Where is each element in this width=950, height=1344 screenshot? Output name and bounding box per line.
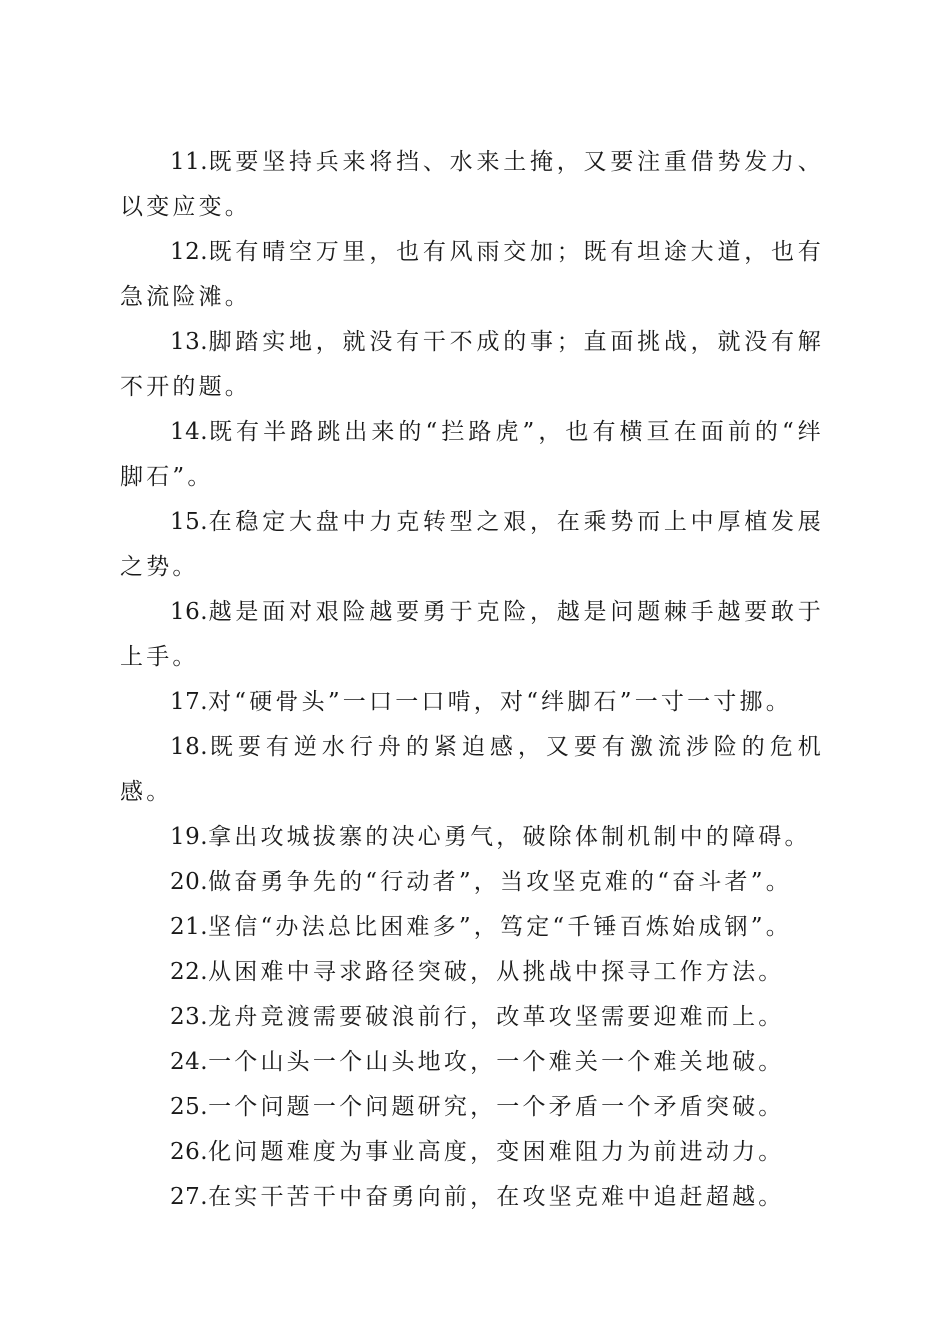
list-item bbox=[120, 950, 824, 995]
item-number: 20. bbox=[170, 869, 209, 895]
item-text: 对“硬骨头”一口一口啃，对“绊脚石”一寸一寸挪。 bbox=[208, 689, 792, 715]
list-item bbox=[120, 1040, 824, 1085]
item-number: 26. bbox=[170, 1139, 209, 1165]
item-text: 拿出攻城拔寨的决心勇气，破除体制机制中的障碍。 bbox=[208, 824, 811, 850]
numbered-list bbox=[120, 140, 824, 1220]
list-item bbox=[120, 590, 824, 680]
list-item bbox=[120, 1130, 824, 1175]
item-text: 在实干苦干中奋勇向前，在攻坚克难中追赶超越。 bbox=[208, 1184, 785, 1210]
list-item bbox=[120, 680, 824, 725]
item-text: 一个山头一个山头地攻，一个难关一个难关地破。 bbox=[208, 1049, 785, 1075]
item-number: 14. bbox=[170, 419, 209, 445]
list-item bbox=[120, 1085, 824, 1130]
item-text: 既要有逆水行舟的紧迫感，又要有激流涉险的危机感。 bbox=[120, 734, 824, 805]
item-text: 坚信“办法总比困难多”，笃定“千锤百炼始成钢”。 bbox=[208, 914, 792, 940]
item-number: 19. bbox=[170, 824, 209, 850]
list-item bbox=[120, 320, 824, 410]
item-text: 化问题难度为事业高度，变困难阻力为前进动力。 bbox=[208, 1139, 785, 1165]
item-text: 既有半路跳出来的“拦路虎”，也有横亘在面前的“绊脚石”。 bbox=[120, 419, 824, 490]
item-number: 18. bbox=[170, 734, 209, 760]
list-item bbox=[120, 725, 824, 815]
item-number: 15. bbox=[170, 509, 209, 535]
item-number: 16. bbox=[170, 599, 209, 625]
item-number: 25. bbox=[170, 1094, 209, 1120]
item-number: 27. bbox=[170, 1184, 209, 1210]
list-item bbox=[120, 905, 824, 950]
item-number: 23. bbox=[170, 1004, 209, 1030]
list-item bbox=[120, 230, 824, 320]
item-number: 12. bbox=[170, 239, 209, 265]
item-text: 一个问题一个问题研究，一个矛盾一个矛盾突破。 bbox=[208, 1094, 785, 1120]
item-text: 从困难中寻求路径突破，从挑战中探寻工作方法。 bbox=[208, 959, 785, 985]
list-item bbox=[120, 410, 824, 500]
item-number: 22. bbox=[170, 959, 209, 985]
item-text: 在稳定大盘中力克转型之艰，在乘势而上中厚植发展之势。 bbox=[120, 509, 824, 580]
item-text: 越是面对艰险越要勇于克险，越是问题棘手越要敢于上手。 bbox=[120, 599, 824, 670]
item-text: 做奋勇争先的“行动者”，当攻坚克难的“奋斗者”。 bbox=[208, 869, 792, 895]
list-item bbox=[120, 815, 824, 860]
list-item bbox=[120, 995, 824, 1040]
item-number: 13. bbox=[170, 329, 209, 355]
item-text: 龙舟竞渡需要破浪前行，改革攻坚需要迎难而上。 bbox=[208, 1004, 785, 1030]
list-item bbox=[120, 1175, 824, 1220]
item-number: 24. bbox=[170, 1049, 209, 1075]
item-text: 既有晴空万里，也有风雨交加；既有坦途大道，也有急流险滩。 bbox=[120, 239, 824, 310]
list-item bbox=[120, 860, 824, 905]
list-item bbox=[120, 140, 824, 230]
item-number: 21. bbox=[170, 914, 209, 940]
item-text: 既要坚持兵来将挡、水来土掩，又要注重借势发力、以变应变。 bbox=[120, 149, 824, 220]
item-number: 17. bbox=[170, 689, 209, 715]
item-text: 脚踏实地，就没有干不成的事；直面挑战，就没有解不开的题。 bbox=[120, 329, 824, 400]
item-number: 11. bbox=[170, 149, 209, 175]
list-item bbox=[120, 500, 824, 590]
